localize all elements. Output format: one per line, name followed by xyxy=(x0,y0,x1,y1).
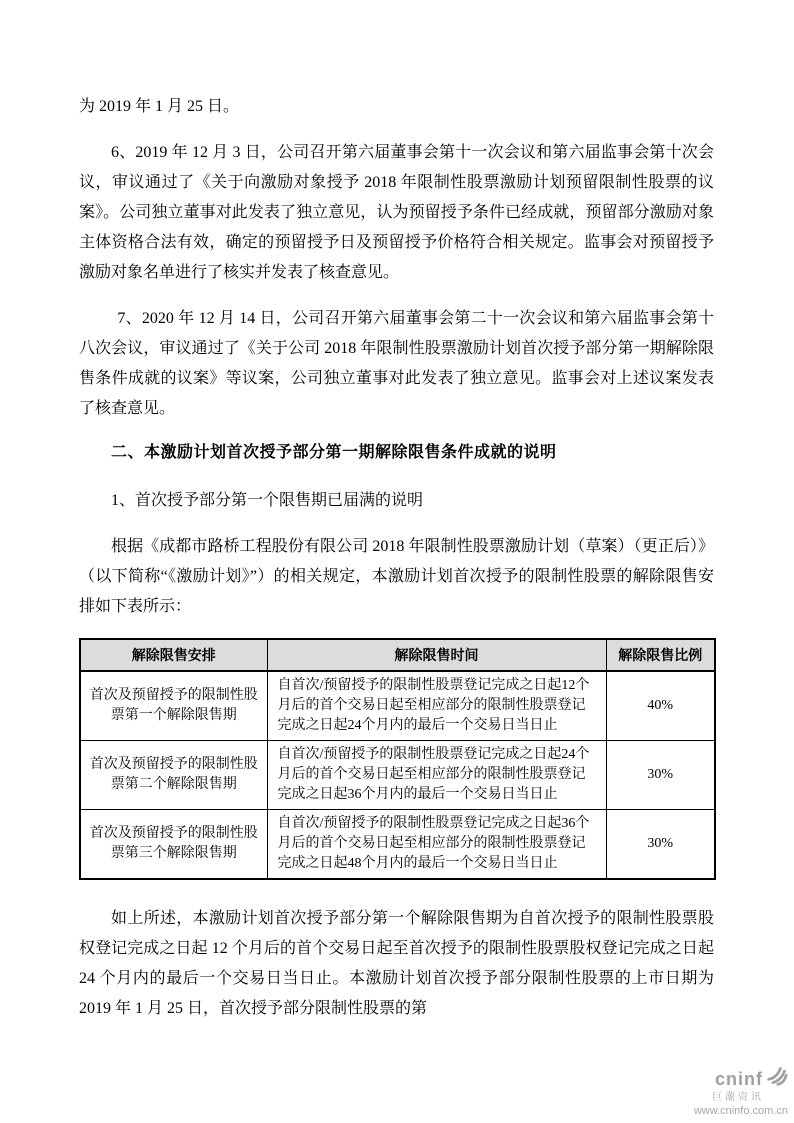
cninfo-swirl-icon xyxy=(766,1066,788,1092)
cninfo-brand-cn: 巨潮资讯 xyxy=(712,1092,764,1103)
paragraph-continuation: 为 2019 年 1 月 25 日。 xyxy=(79,98,240,115)
cell-ratio-3: 30% xyxy=(606,810,715,880)
paragraph-item-6: 6、2019 年 12 月 3 日，公司召开第六届董事会第十一次会议和第六届监事会第十次会议，审议通过了《关于向激励对象授予 2018 年限制性股票激励计划预留限制性股票的议案》。公司独立董事对此发表了独立意见，认为预留授予条件已经成就，预留部分激励对象主体资格合法有效，确定的预留授予日及预留授予价格符合相关规定。监事会对预留授予激励对象名单进行了核实并发表了核查意见。 xyxy=(79,144,714,281)
paragraph-conclusion: 如上所述，本激励计划首次授予部分第一个解除限售期为自首次授予的限制性股票股权登记完成之日起 12 个月后的首个交易日起至首次授予的限制性股票股权登记完成之日起 24 个月内的最后一个交易日当日止。本激励计划首次授予部分限制性股票的上市日期为 2019 年 1 月 25 日，首次授予部分限制性股票的第 xyxy=(79,910,714,1017)
cell-time-3: 自首次/预留授予的限制性股票登记完成之日起36个月后的首个交易日起至相应部分的限制性股票登记完成之日起48个月内的最后一个交易日当日止 xyxy=(267,810,606,880)
cell-arrangement-2: 首次及预留授予的限制性股票第二个解除限售期 xyxy=(80,741,267,810)
sub-heading: 1、首次授予部分第一个限售期已届满的说明 xyxy=(111,492,424,509)
paragraph-item-7: 7、2020 年 12 月 14 日，公司召开第六届董事会第二十一次会议和第六届监事会第十八次会议，审议通过了《关于公司 2018 年限制性股票激励计划首次授予部分第一期解除限售条件成就的议案》等议案，公司独立董事对此发表了独立意见。监事会对上述议案发表了核查意见。 xyxy=(79,310,714,417)
cell-time-1: 自首次/预留授予的限制性股票登记完成之日起12个月后的首个交易日起至相应部分的限制性股票登记完成之日起24个月内的最后一个交易日当日止 xyxy=(267,671,606,741)
cninfo-watermark xyxy=(694,1066,788,1118)
table-row xyxy=(80,741,715,810)
paragraph-basis: 根据《成都市路桥工程股份有限公司 2018 年限制性股票激励计划（草案）（更正后）》（以下简称“《激励计划》”）的相关规定，本激励计划首次授予的限制性股票的解除限售安排如下表所示： xyxy=(79,538,714,615)
cell-time-2: 自首次/预留授予的限制性股票登记完成之日起24个月后的首个交易日起至相应部分的限制性股票登记完成之日起36个月内的最后一个交易日当日止 xyxy=(267,741,606,810)
section-heading: 二、本激励计划首次授予部分第一期解除限售条件成就的说明 xyxy=(111,444,557,461)
cninfo-logo-text: cninf xyxy=(715,1069,763,1089)
table-row xyxy=(80,671,715,741)
table-header-row xyxy=(80,639,715,671)
cell-ratio-2: 30% xyxy=(606,741,715,810)
cninfo-logo-row xyxy=(694,1066,788,1092)
header-release-time: 解除限售时间 xyxy=(267,639,606,671)
cell-ratio-1: 40% xyxy=(606,671,715,741)
cell-arrangement-1: 首次及预留授予的限制性股票第一个解除限售期 xyxy=(80,671,267,741)
cell-arrangement-3: 首次及预留授予的限制性股票第三个解除限售期 xyxy=(80,810,267,880)
table-row xyxy=(80,810,715,880)
header-release-arrangement: 解除限售安排 xyxy=(80,639,267,671)
release-schedule-table xyxy=(79,638,716,880)
cninfo-url: www.cninfo.com.cn xyxy=(693,1105,788,1117)
header-release-ratio: 解除限售比例 xyxy=(606,639,715,671)
